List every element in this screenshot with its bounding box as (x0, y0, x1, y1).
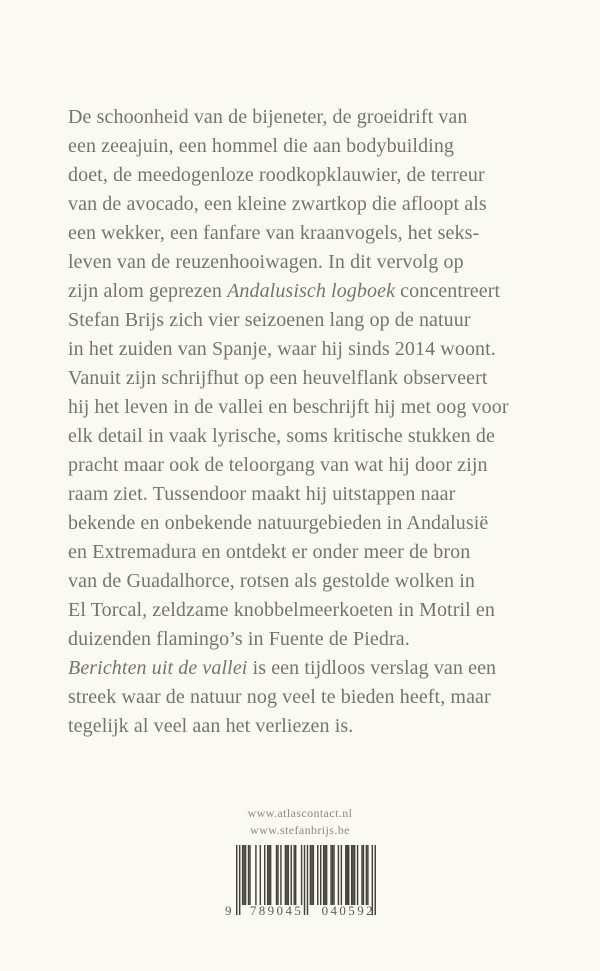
blurb-line (68, 393, 509, 422)
blurb-line (68, 451, 509, 480)
blurb-segment: elk detail in vaak lyrische, soms kritische stukken de (68, 425, 495, 447)
blurb-segment: El Torcal, zeldzame knobbelmeerkoeten in Motril en (68, 599, 495, 621)
blurb-segment: pracht maar ook de teloorgang van wat hij door zijn (68, 454, 488, 476)
blurb-segment: van de Guadalhorce, rotsen als gestolde wolken in (68, 570, 475, 592)
blurb-segment: zijn alom geprezen (68, 280, 228, 302)
blurb-segment: hij het leven in de vallei en beschrijft hij met oog voor (68, 396, 509, 418)
blurb-line (68, 132, 509, 161)
blurb-segment: duizenden flamingo’s in Fuente de Piedra. (68, 628, 410, 650)
blurb-line (68, 712, 509, 741)
author-url: www.stefanbrijs.be (250, 823, 350, 837)
blurb-segment: tegelijk al veel aan het verliezen is. (68, 715, 354, 737)
blurb-segment: een zeeajuin, een hommel die aan bodybuilding (68, 135, 455, 157)
blurb-line (68, 306, 509, 335)
blurb-line (68, 364, 509, 393)
blurb-segment: concentreert (395, 280, 501, 302)
blurb-line (68, 277, 509, 306)
blurb-line (68, 683, 509, 712)
blurb-line (68, 480, 509, 509)
blurb-line (68, 248, 509, 277)
blurb-line (68, 654, 509, 683)
publisher-url: www.atlascontact.nl (247, 806, 353, 820)
blurb-segment: een wekker, een fanfare van kraanvogels, het seks- (68, 222, 480, 244)
blurb-segment: in het zuiden van Spanje, waar hij sinds 2014 woont. (68, 338, 496, 360)
blurb-segment: doet, de meedogenloze roodkopklauwier, de terreur (68, 164, 485, 186)
blurb-segment: De schoonheid van de bijeneter, de groeidrift van (68, 106, 468, 128)
ean13-barcode (224, 845, 376, 917)
publisher-websites (0, 805, 600, 839)
blurb-line (68, 625, 509, 654)
barcode-number (224, 904, 376, 917)
blurb-line (68, 335, 509, 364)
blurb-line (68, 219, 509, 248)
blurb-line (68, 161, 509, 190)
blurb-segment: bekende en onbekende natuurgebieden in Andalusië (68, 512, 489, 534)
blurb-segment: Vanuit zijn schrijfhut op een heuvelflank observeert (68, 367, 488, 389)
blurb-text (68, 103, 509, 741)
blurb-segment: leven van de reuzenhooiwagen. In dit vervolg op (68, 251, 464, 273)
blurb-segment: is een tijdloos verslag van een (247, 657, 497, 679)
book-title-italic: Berichten uit de vallei (68, 657, 248, 679)
blurb-segment: van de avocado, een kleine zwartkop die afloopt als (68, 193, 487, 215)
blurb-line (68, 567, 509, 596)
blurb-segment: raam ziet. Tussendoor maakt hij uitstappen naar (68, 483, 456, 505)
barcode-digit-lead: 9 (225, 903, 232, 918)
blurb-line (68, 596, 509, 625)
blurb-line (68, 190, 509, 219)
blurb-line (68, 509, 509, 538)
blurb-segment: streek waar de natuur nog veel te bieden heeft, maar (68, 686, 491, 708)
barcode-digits-right: 040592 (321, 903, 375, 918)
blurb-line (68, 422, 509, 451)
blurb-line (68, 538, 509, 567)
book-title-italic: Andalusisch logboek (227, 280, 396, 302)
blurb-segment: Stefan Brijs zich vier seizoenen lang op de natuur (68, 309, 471, 331)
blurb-line (68, 103, 509, 132)
barcode-digits-left: 789045 (249, 903, 304, 918)
blurb-segment: en Extremadura en ontdekt er onder meer de bron (68, 541, 471, 563)
